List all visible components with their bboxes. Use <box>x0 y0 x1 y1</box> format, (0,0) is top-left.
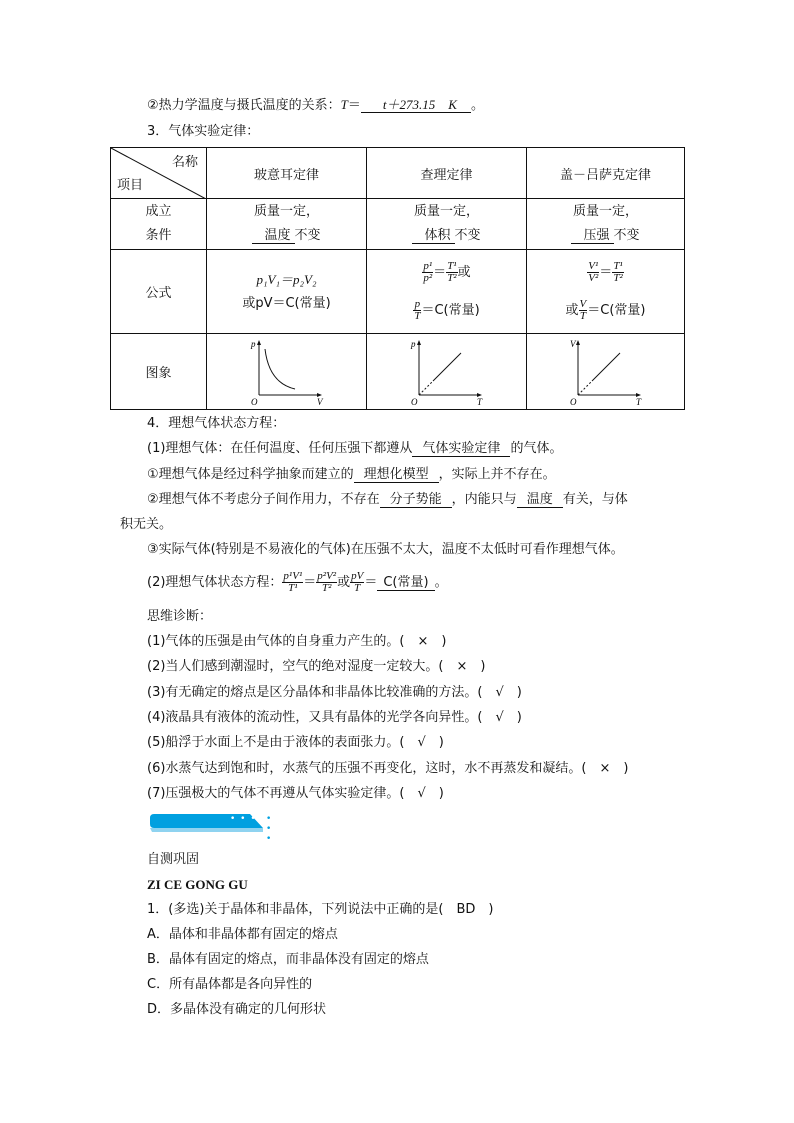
text: ①理想气体是经过科学抽象而建立的 <box>147 467 354 482</box>
frac-den: T² <box>321 582 332 594</box>
or-text: 或 <box>565 302 579 318</box>
gay-formula-cell: $\frac{\text{V¹}}{\text{V²}}$ ＝ $\frac{\text{T¹}}{\text{T²}}$ 或 $\frac{V}{T}$ ＝C(常量) <box>527 250 685 334</box>
frac-den: T² <box>613 271 623 284</box>
table-header-row <box>111 148 685 199</box>
fraction <box>316 571 337 594</box>
frac-num: T¹ <box>613 259 623 272</box>
condition-answer: 温度 <box>252 228 294 244</box>
boyle-formula-1: p₁V₁＝p₂V₂ <box>256 271 317 287</box>
condition-suffix: 不变 <box>294 228 321 243</box>
answer-blank: 分子势能 <box>380 492 452 508</box>
text: (2)理想气体状态方程： <box>147 575 283 590</box>
fraction <box>350 571 364 594</box>
header-corner-cell <box>111 148 207 199</box>
text: ，实际上并不存在。 <box>438 467 556 482</box>
section-3-heading: 3．气体实验定律： <box>147 124 260 139</box>
frac-den: V² <box>588 271 599 284</box>
frac-num: T¹ <box>447 259 457 272</box>
boyle-graph <box>247 337 327 407</box>
table-row-formula <box>111 250 685 334</box>
condition-prefix: 质量一定， <box>572 204 638 219</box>
charles-formula-cell: $\frac{\text{p¹}}{\text{p²}}$ ＝ $\frac{\text{T¹}}{\text{T²}}$ 或 $\frac{p}{T}$ ＝C(常量) <box>367 250 527 334</box>
boyle-condition <box>207 199 367 250</box>
boyle-graph-cell <box>207 334 367 410</box>
frac-den: T <box>354 582 361 594</box>
col-gay-lussac-header: 盖－吕萨克定律 <box>527 148 685 199</box>
const-text: ＝C(常量) <box>587 302 646 318</box>
selftest-pinyin: ZI CE GONG GU <box>147 877 248 892</box>
axis-label: V <box>316 396 322 407</box>
gay-graph-cell <box>527 334 685 410</box>
fraction <box>282 571 303 594</box>
temperature-relation-line <box>147 96 484 115</box>
axis-label: p <box>410 338 415 349</box>
or-text: 或 <box>457 264 471 280</box>
question-1-option-a: A．晶体和非晶体都有固定的熔点 <box>147 927 338 942</box>
diagnosis-title: 思维诊断： <box>147 609 213 624</box>
frac-num: p¹ <box>423 259 433 272</box>
col-charles-header: 查理定律 <box>367 148 527 199</box>
answer-blank: 理想化模型 <box>354 467 439 483</box>
text: 。 <box>434 575 448 590</box>
section-banner <box>150 814 273 844</box>
question-1-option-b: B．晶体有固定的熔点，而非晶体没有固定的熔点 <box>147 952 429 967</box>
text: ＝ <box>303 575 317 590</box>
condition-suffix: 不变 <box>454 228 481 243</box>
ideal-gas-equation <box>147 566 448 600</box>
condition-label-cell <box>111 199 207 250</box>
axis-label: T <box>476 396 482 407</box>
gas-laws-table <box>110 147 685 410</box>
frac-num: p²V² <box>317 570 337 582</box>
text: ，内能只与 <box>451 492 517 507</box>
answer-blank: 气体实验定律 <box>412 441 510 457</box>
condition-suffix: 不变 <box>613 228 640 243</box>
frac-den: T² <box>447 271 457 284</box>
question-1-option-c: C．所有晶体都是各向异性的 <box>147 977 313 992</box>
frac-num: V¹ <box>588 259 599 272</box>
origin-label: O <box>410 396 417 407</box>
gay-lussac-graph <box>566 337 646 407</box>
fraction <box>587 261 599 284</box>
frac-den: p² <box>423 271 433 284</box>
ideal-gas-point-3: ③实际气体(特别是不易液化的气体)在压强不太大，温度不太低时可看作理想气体。 <box>147 542 624 557</box>
diagnosis-item: (5)船浮于水面上不是由于液体的表面张力。( √ ) <box>147 735 444 750</box>
boyle-formula-2: 或pV＝C(常量) <box>242 295 331 311</box>
frac-den: T¹ <box>288 582 298 594</box>
fraction <box>446 261 457 284</box>
condition-prefix: 质量一定， <box>253 204 319 219</box>
charles-graph-cell <box>367 334 527 410</box>
equals-sign: ＝ <box>347 98 361 113</box>
text: ＝ <box>364 575 378 590</box>
text: 或 <box>337 575 351 590</box>
relation-suffix: 。 <box>470 98 484 113</box>
frac-num: V <box>579 297 587 310</box>
question-1-option-d: D．多晶体没有确定的几何形状 <box>147 1002 327 1017</box>
boyle-formula-cell <box>207 250 367 334</box>
origin-label: O <box>569 396 576 407</box>
question-1-stem: 1．(多选)关于晶体和非晶体，下列说法中正确的是( BD ) <box>147 902 494 917</box>
condition-prefix: 质量一定， <box>413 204 479 219</box>
frac-num: p¹V¹ <box>283 570 303 582</box>
condition-answer: 压强 <box>571 228 613 244</box>
frac-den: T <box>414 309 421 322</box>
gay-condition <box>527 199 685 250</box>
condition-label-2: 条件 <box>145 228 172 243</box>
frac-den: T <box>579 309 586 322</box>
diagnosis-item: (6)水蒸气达到饱和时，水蒸气的压强不再变化，这时，水不再蒸发和凝结。( × ) <box>147 761 629 776</box>
charles-condition <box>367 199 527 250</box>
condition-label-1: 成立 <box>145 204 172 219</box>
ideal-gas-point-1 <box>147 466 556 484</box>
text: ②理想气体不考虑分子间作用力，不存在 <box>147 492 380 507</box>
header-top-label: 名称 <box>171 155 198 170</box>
table-row-condition <box>111 199 685 250</box>
text: (1)理想气体：在任何温度、任何压强下都遵从 <box>147 441 413 456</box>
ideal-gas-definition <box>147 440 562 458</box>
frac-num: p <box>414 297 421 310</box>
relation-answer: t＋273.15 K <box>361 97 471 113</box>
answer-blank: C(常量) <box>377 575 434 591</box>
diagnosis-item: (7)压强极大的气体不再遵从气体实验定律。( √ ) <box>147 786 444 801</box>
diagnosis-item: (2)当人们感到潮湿时，空气的绝对湿度一定较大。( × ) <box>147 659 486 674</box>
text: 的气体。 <box>510 441 563 456</box>
fraction <box>612 261 623 284</box>
text: 有关，与体 <box>562 492 628 507</box>
col-boyle-header: 玻意耳定律 <box>207 148 367 199</box>
formula-label-cell: 公式 <box>111 250 207 334</box>
diagnosis-item: (4)液晶具有液体的流动性，又具有晶体的光学各向异性。( √ ) <box>147 710 522 725</box>
diagnosis-item: (1)气体的压强是由气体的自身重力产生的。( × ) <box>147 634 447 649</box>
T-symbol: T <box>340 97 348 112</box>
relation-prefix: ②热力学温度与摄氏温度的关系： <box>147 98 341 113</box>
header-bottom-label: 项目 <box>117 178 144 193</box>
condition-answer: 体积 <box>412 228 454 244</box>
answer-blank: 温度 <box>517 492 563 508</box>
axis-label: T <box>635 396 641 407</box>
const-text: ＝C(常量) <box>421 302 480 318</box>
frac-num: pV <box>351 570 364 582</box>
axis-label: V <box>569 338 575 349</box>
banner-dots: • • • <box>230 814 257 824</box>
axis-label: p <box>250 338 255 349</box>
graph-label-cell: 图象 <box>111 334 207 410</box>
origin-label: O <box>250 396 257 407</box>
charles-graph <box>407 337 487 407</box>
ideal-gas-point-2-cont: 积无关。 <box>120 517 173 532</box>
ideal-gas-point-2 <box>147 491 628 509</box>
table-row-graph <box>111 334 685 410</box>
diagnosis-item: (3)有无确定的熔点是区分晶体和非晶体比较准确的方法。( √ ) <box>147 685 522 700</box>
selftest-title: 自测巩固 <box>147 852 200 867</box>
fraction <box>579 299 588 322</box>
banner-trail-dots: • • • <box>266 814 273 844</box>
section-4-heading: 4．理想气体状态方程： <box>147 416 286 431</box>
fraction <box>422 261 433 284</box>
